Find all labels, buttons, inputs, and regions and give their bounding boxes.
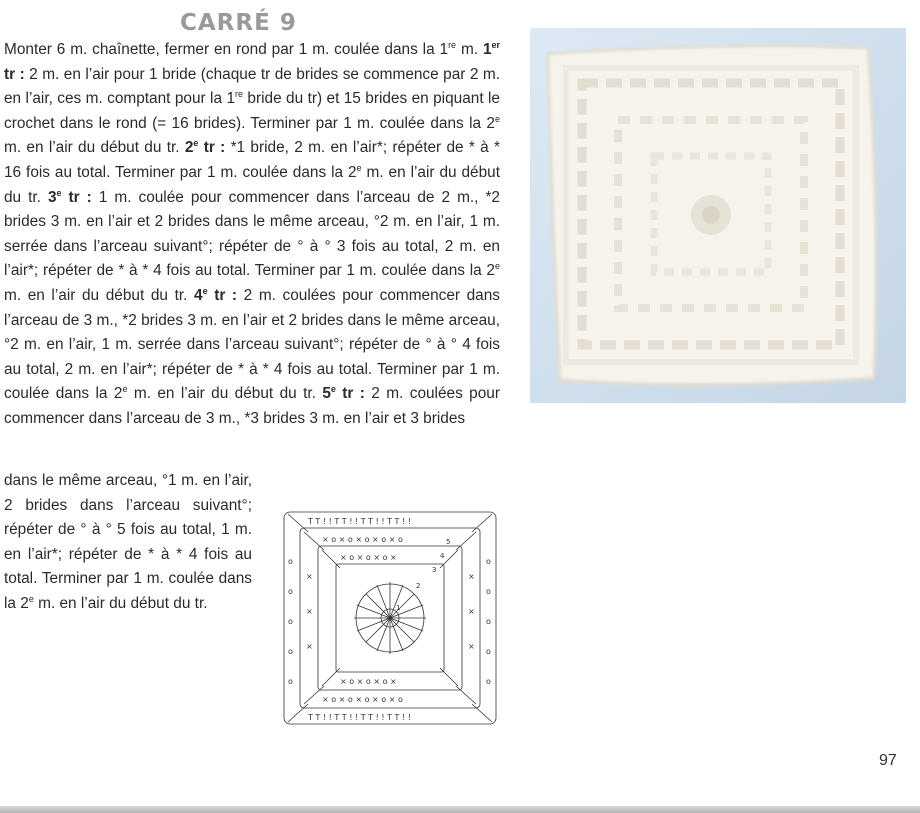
svg-text:o: o	[486, 677, 491, 686]
crochet-square-illustration	[530, 28, 906, 403]
round-2-label: 2e tr :	[184, 138, 226, 157]
svg-text:×: ×	[306, 642, 313, 651]
chart-round-4-number: 4	[440, 552, 445, 560]
stitch-chart	[278, 504, 502, 730]
stitch-chart-drawing	[278, 504, 502, 730]
page-bottom-edge	[0, 806, 920, 813]
round-1-label: 1er tr :	[4, 39, 501, 83]
svg-text:o: o	[486, 587, 491, 596]
svg-text:×: ×	[468, 642, 475, 651]
svg-text:× o × o × o ×: × o × o × o ×	[340, 553, 397, 562]
crochet-square-photo	[530, 28, 906, 403]
svg-text:o: o	[486, 617, 491, 626]
svg-text:×: ×	[306, 607, 313, 616]
svg-text:×: ×	[468, 572, 475, 581]
chart-round-5-number: 5	[446, 538, 451, 546]
instructions-text: Monter 6 m. chaînette, fermer en rond par 1 m. coulée dans la 1re m. 1er tr : 2 m. en l’air pour 1 bride (chaque tr de brides se commence par 2 m. en l’air, ces m. comptant pour la 1re bride du tr) et 15 brides en piquant le crochet dans le rond (= 16 brides). Terminer par 1 m. coulée dans la 2e m. en l’air du début du tr. 2e tr : *1 bride, 2 m. en l’air*; répéter de * à * 16 fois au total. Terminer par 1 m. coulée dans la 2e m. en l’air du début du tr. 3e tr : 1 m. coulée pour commencer dans l’arceau de 2 m., *2 brides 3 m. en l’air et 2 brides dans le même arceau, °2 m. en l’air, 1 m. serrée dans l’arceau suivant°; répéter de ° à ° 3 fois au total, 2 m. en l’air*; répéter de * à * 4 fois au total. Terminer par 1 m. coulée dans la 2e m. en l’air du début du tr. 4e tr : 2 m. coulées pour commencer dans l’arceau de 3 m., *2 brides 3 m. en l’air et 2 brides dans le même arceau, °2 m. en l’air, 1 m. serrée dans l’arceau suivant°; répéter de ° à ° 4 fois au total, 2 m. en l’air*; répéter de * à * 4 fois au total. Terminer par 1 m. coulée dans la 2e m. en l’air du début du tr. 5e tr : 2 m. coulées pour commencer dans l’arceau de 3 m., *3 brides 3 m. en l’air et 3 brides	[4, 39, 501, 427]
svg-text:o: o	[288, 557, 293, 566]
svg-text:o: o	[288, 677, 293, 686]
instructions-text-continued: dans le même arceau, °1 m. en l’air, 2 brides dans l’arceau suivant°; répéter de ° à ° 5 fois au total, 1 m. en l’air*; répéter de * à * 4 fois au total. Terminer par 1 m. coulée dans la 2e m. en l’air du début du tr.	[4, 472, 252, 612]
round-3-label: 3e tr :	[47, 187, 92, 206]
svg-text:× o × o × o × o × o: × o × o × o × o × o	[322, 695, 403, 704]
svg-text:×: ×	[468, 607, 475, 616]
svg-text:× o × o × o ×: × o × o × o ×	[340, 677, 397, 686]
svg-text:o: o	[288, 587, 293, 596]
svg-text:o: o	[288, 647, 293, 656]
page-number: 97	[879, 752, 897, 769]
round-5-label: 5e tr :	[322, 384, 365, 403]
svg-text:×: ×	[306, 572, 313, 581]
chart-round-2-number: 2	[416, 582, 421, 590]
svg-text:× o × o × o × o × o: × o × o × o × o × o	[322, 535, 403, 544]
svg-text:T T ! ! T T ! ! T T ! ! T T !: T T ! ! T T ! ! T T ! ! T T ! !	[308, 713, 411, 722]
round-4-label: 4e tr :	[194, 285, 238, 304]
svg-text:o: o	[288, 617, 293, 626]
svg-text:T T ! ! T T ! ! T T ! ! T T !: T T ! ! T T ! ! T T ! ! T T ! !	[308, 517, 411, 526]
svg-text:o: o	[486, 557, 491, 566]
page-title: CARRÉ 9	[180, 10, 297, 36]
chart-round-3-number: 3	[432, 566, 437, 574]
chart-round-1-number: 1	[396, 604, 401, 612]
svg-text:o: o	[486, 647, 491, 656]
